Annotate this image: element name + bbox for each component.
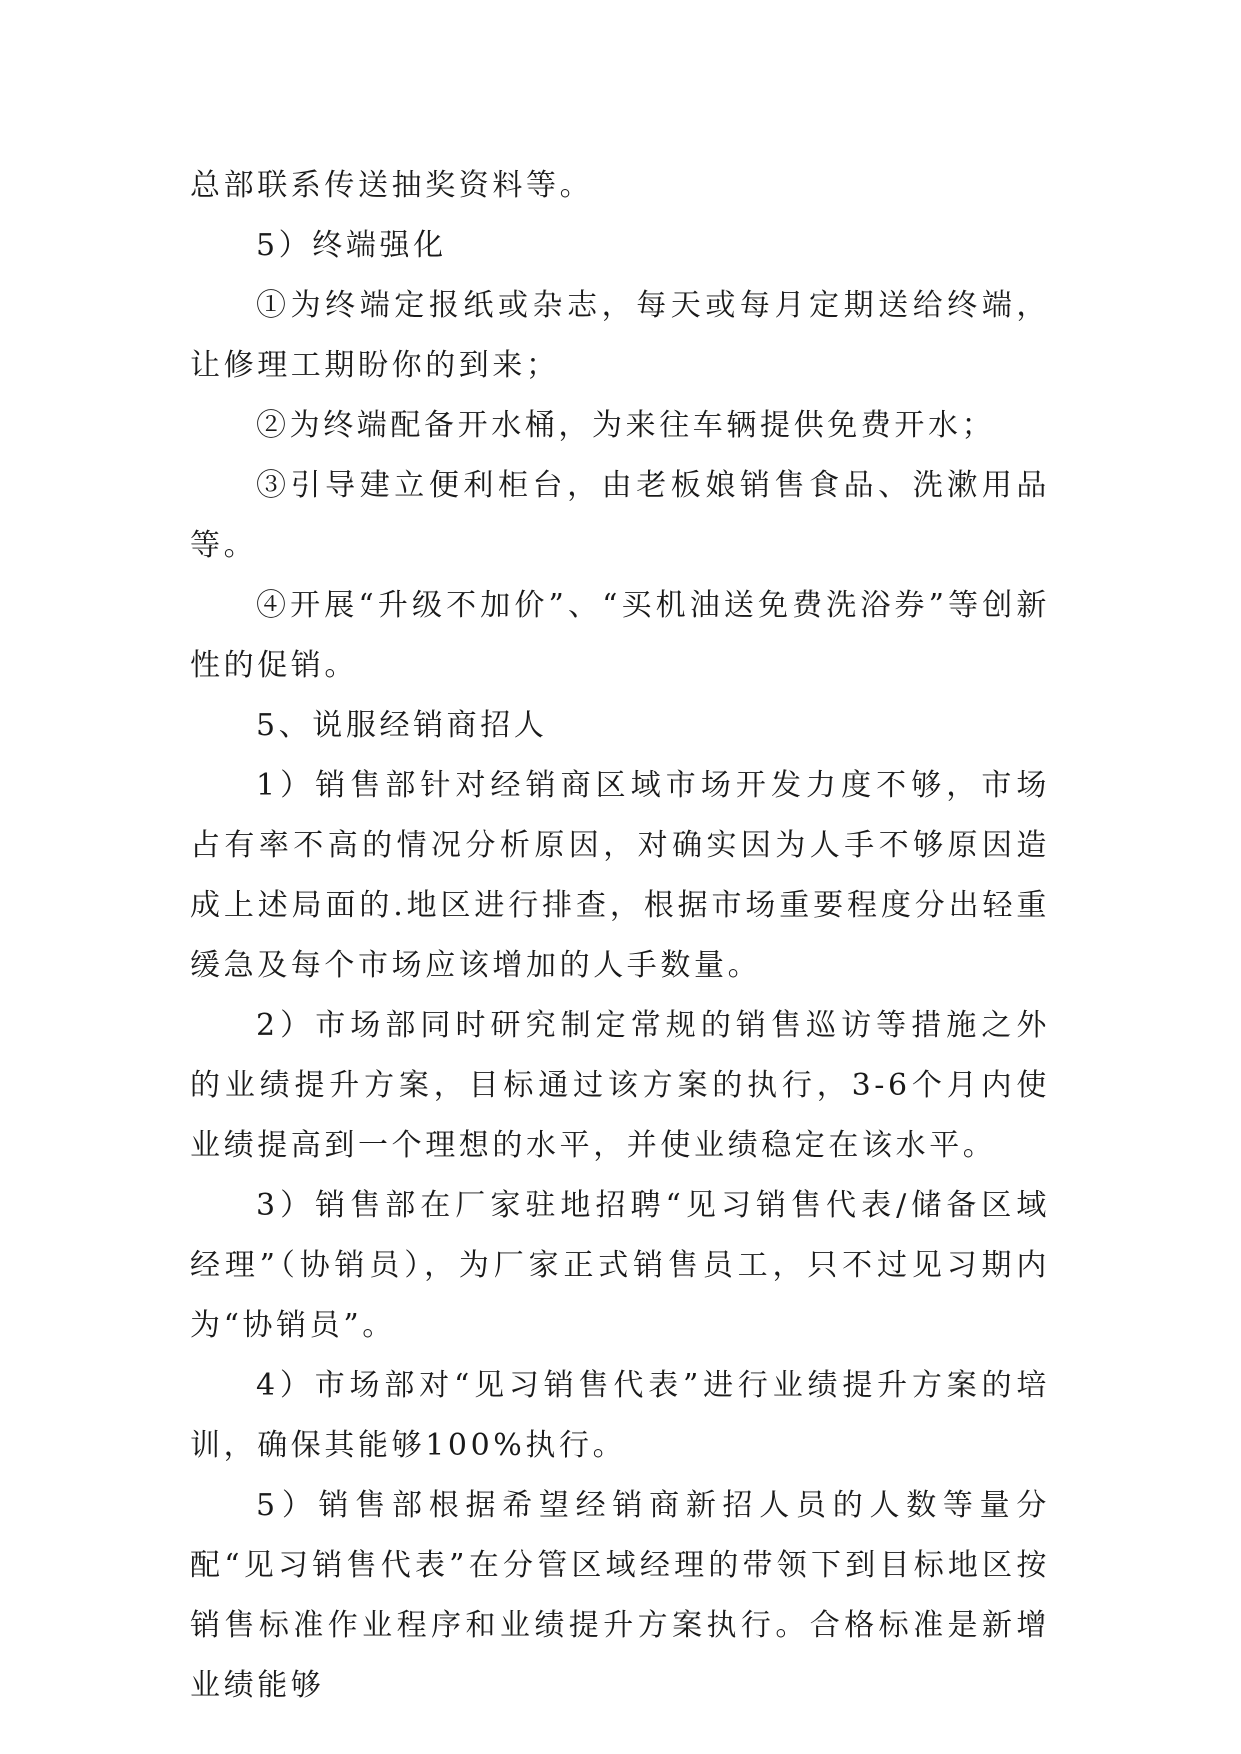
paragraph-11: 4）市场部对“见习销售代表”进行业绩提升方案的培训，确保其能够100%执行。 xyxy=(190,1368,1050,1463)
paragraph-8: 1）销售部针对经销商区域市场开发力度不够，市场占有率不高的情况分析原因，对确实因为人手不够原因造成上述局面的.地区进行排查，根据市场重要程度分出轻重缓急及每个市场应该增加的人手数量。 xyxy=(190,768,1050,983)
document-body xyxy=(190,156,1050,1716)
paragraph-4: ②为终端配备开水桶，为来往车辆提供免费开水； xyxy=(256,408,996,443)
paragraph-12: 5）销售部根据希望经销商新招人员的人数等量分配“见习销售代表”在分管区域经理的带领下到目标地区按销售标准作业程序和业绩提升方案执行。合格标准是新增业绩能够 xyxy=(190,1488,1050,1703)
paragraph-2: 5）终端强化 xyxy=(256,228,447,263)
paragraph-1: 总部联系传送抽奖资料等。 xyxy=(190,168,594,203)
paragraph-3: ①为终端定报纸或杂志，每天或每月定期送给终端，让修理工期盼你的到来； xyxy=(190,288,1050,383)
paragraph-10: 3）销售部在厂家驻地招聘“见习销售代表/储备区域经理”（协销员），为厂家正式销售员工，只不过见习期内为“协销员”。 xyxy=(190,1188,1050,1343)
paragraph-9: 2）市场部同时研究制定常规的销售巡访等措施之外的业绩提升方案，目标通过该方案的执行，3-6个月内使业绩提高到一个理想的水平，并使业绩稳定在该水平。 xyxy=(190,1008,1050,1163)
paragraph-5: ③引导建立便利柜台，由老板娘销售食品、洗漱用品等。 xyxy=(190,468,1050,563)
paragraph-6: ④开展“升级不加价”、“买机油送免费洗浴券”等创新性的促销。 xyxy=(190,588,1050,683)
paragraph-7: 5、说服经销商招人 xyxy=(256,708,548,743)
